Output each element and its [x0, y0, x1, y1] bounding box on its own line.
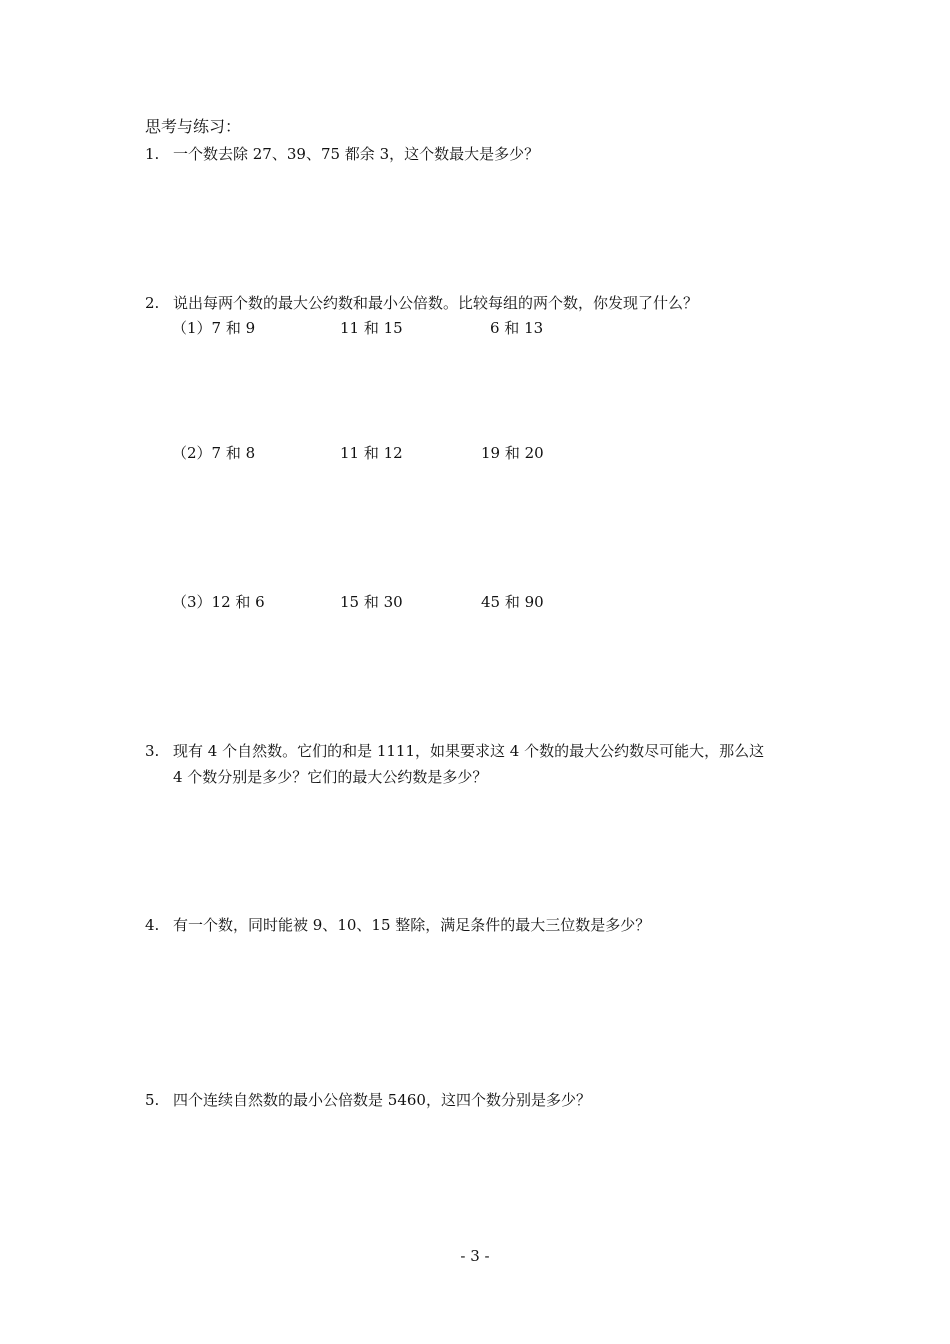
question-number: 5.	[145, 1091, 160, 1109]
question-number: 1.	[145, 145, 160, 163]
question-2	[145, 290, 698, 316]
question-3	[145, 738, 764, 790]
pair-item: 11 和 12	[340, 444, 403, 462]
pair-item: 15 和 30	[340, 593, 403, 611]
question-text: 一个数去除 27、39、75 都余 3，这个数最大是多少？	[173, 145, 540, 163]
pair-item: 45 和 90	[481, 593, 544, 611]
question-number: 3.	[145, 742, 160, 760]
pair-item: 6 和 13	[490, 319, 544, 337]
question-text: 说出每两个数的最大公约数和最小公倍数。比较每组的两个数，你发现了什么？	[173, 294, 699, 312]
question-number: 4.	[145, 916, 160, 934]
question-4	[145, 912, 650, 938]
question-text: 有一个数，同时能被 9、10、15 整除，满足条件的最大三位数是多少？	[173, 916, 651, 934]
pair-item: （3）12 和 6	[172, 593, 265, 611]
pair-item: （2）7 和 8	[172, 444, 256, 462]
pair-item: 19 和 20	[481, 444, 544, 462]
pair-item: （1）7 和 9	[172, 319, 256, 337]
page-number: - 3 -	[460, 1247, 490, 1265]
section-heading: 思考与练习：	[145, 117, 242, 136]
question-text: 现有 4 个自然数。它们的和是 1111，如果要求这 4 个数的最大公约数尽可能大，那么这	[173, 742, 765, 760]
question-text: 四个连续自然数的最小公倍数是 5460，这四个数分别是多少？	[173, 1091, 591, 1109]
question-text-continued: 4 个数分别是多少？它们的最大公约数是多少？	[173, 768, 488, 786]
pair-item: 11 和 15	[340, 319, 403, 337]
question-1	[145, 141, 539, 167]
question-5	[145, 1087, 591, 1113]
question-number: 2.	[145, 294, 160, 312]
